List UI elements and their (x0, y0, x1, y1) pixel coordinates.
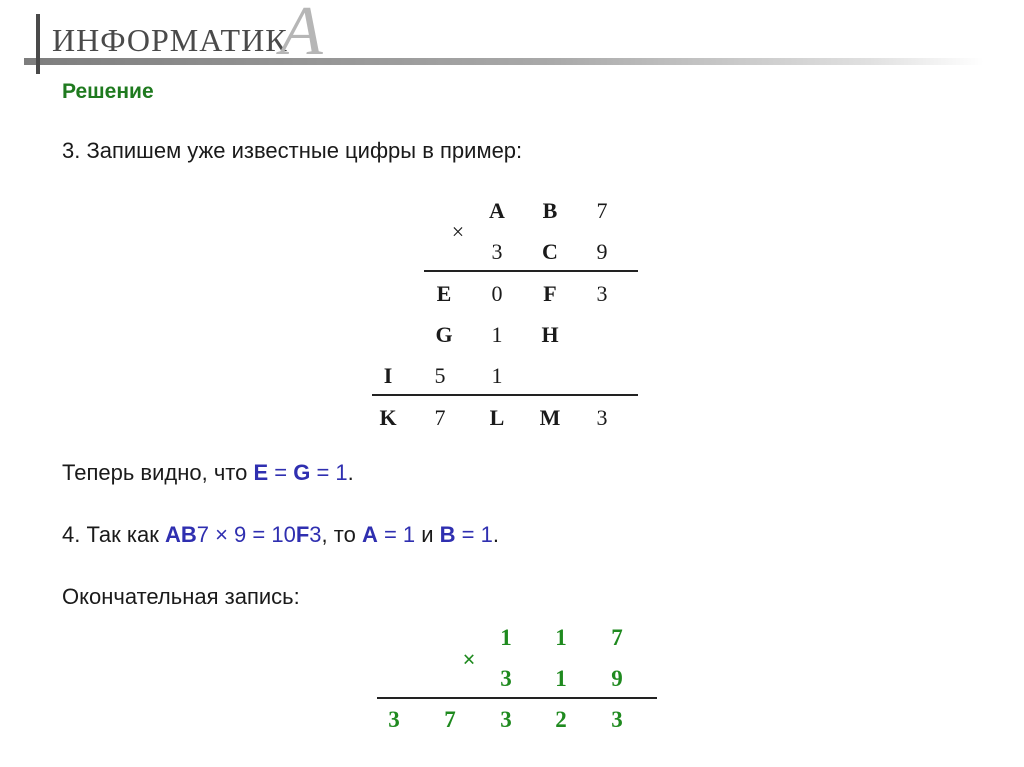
table1-cell: F (543, 281, 557, 306)
table1-operator: × (451, 219, 465, 244)
step4-expr4: = 1 (455, 522, 493, 547)
step4-and: и (415, 522, 440, 547)
table2-cell: 3 (388, 707, 400, 732)
step4-end: . (492, 522, 499, 547)
logo-vertical-line (36, 14, 40, 74)
step4-prefix: 4. Так как (62, 522, 165, 547)
table1-cell: 3 (491, 239, 503, 264)
note-eq2: = 1 (310, 460, 348, 485)
table1-cell: C (542, 239, 558, 264)
table2-cell: 3 (500, 707, 512, 732)
table1-cell: E (436, 281, 452, 306)
final-label: Окончательная запись: (62, 584, 300, 609)
table2-cell: 1 (555, 666, 567, 691)
table1-cell: 7 (596, 198, 608, 223)
step4-expr2: 3 (309, 522, 322, 547)
note-var-e: E (253, 460, 269, 485)
step4-text (62, 522, 499, 548)
step4-mid: , то (321, 522, 362, 547)
step4-var-ab: AB (164, 522, 197, 547)
logo-text: ИНФОРМАТИК (52, 22, 288, 58)
step4-expr3: = 1 (377, 522, 416, 547)
table1-cell: 3 (596, 281, 608, 306)
table1-cell: 7 (434, 405, 446, 430)
heading: Решение (62, 80, 154, 103)
note-text (62, 460, 354, 486)
table1-cell: 3 (596, 405, 608, 430)
table1-cell: H (541, 322, 559, 347)
note-eq1: = (268, 460, 294, 485)
note-var-g: G (293, 460, 311, 485)
table2-cell: 3 (611, 707, 623, 732)
note-suffix: . (347, 460, 354, 485)
table1-cell: L (489, 405, 505, 430)
table1-cell: A (489, 198, 505, 223)
table2-cell: 3 (500, 666, 512, 691)
table1-cell: 9 (596, 239, 608, 264)
step4-expr1: 7 × 9 = 10 (196, 522, 296, 547)
logo-bar (24, 58, 984, 65)
table1-cell: 0 (491, 281, 503, 306)
table1-rule-1 (424, 270, 638, 272)
step3-text: 3. Запишем уже известные цифры в пример: (62, 138, 523, 163)
table1-cell: G (435, 322, 453, 347)
table2-cell: 9 (611, 666, 623, 691)
step4-var-f: F (295, 522, 310, 547)
table1-rule-2 (372, 394, 638, 396)
table1-cell: I (383, 363, 393, 388)
table2-cell: 1 (555, 625, 567, 650)
table2-operator: × (462, 647, 476, 672)
table1-cell: K (379, 405, 397, 430)
note-prefix: Теперь видно, что (62, 460, 254, 485)
table2-rule (377, 697, 657, 699)
table2-cell: 2 (555, 707, 567, 732)
table2-cell: 7 (444, 707, 456, 732)
table1-cell: 5 (434, 363, 446, 388)
table2-cell: 1 (500, 625, 512, 650)
table1-cell: 1 (491, 363, 503, 388)
table2-cell: 7 (611, 625, 623, 650)
step4-var-a: A (361, 522, 378, 547)
logo-big-letter: А (280, 0, 323, 70)
table1-cell: 1 (491, 322, 503, 347)
table1-cell: B (542, 198, 558, 223)
step4-var-b: B (439, 522, 456, 547)
table1-cell: M (539, 405, 561, 430)
